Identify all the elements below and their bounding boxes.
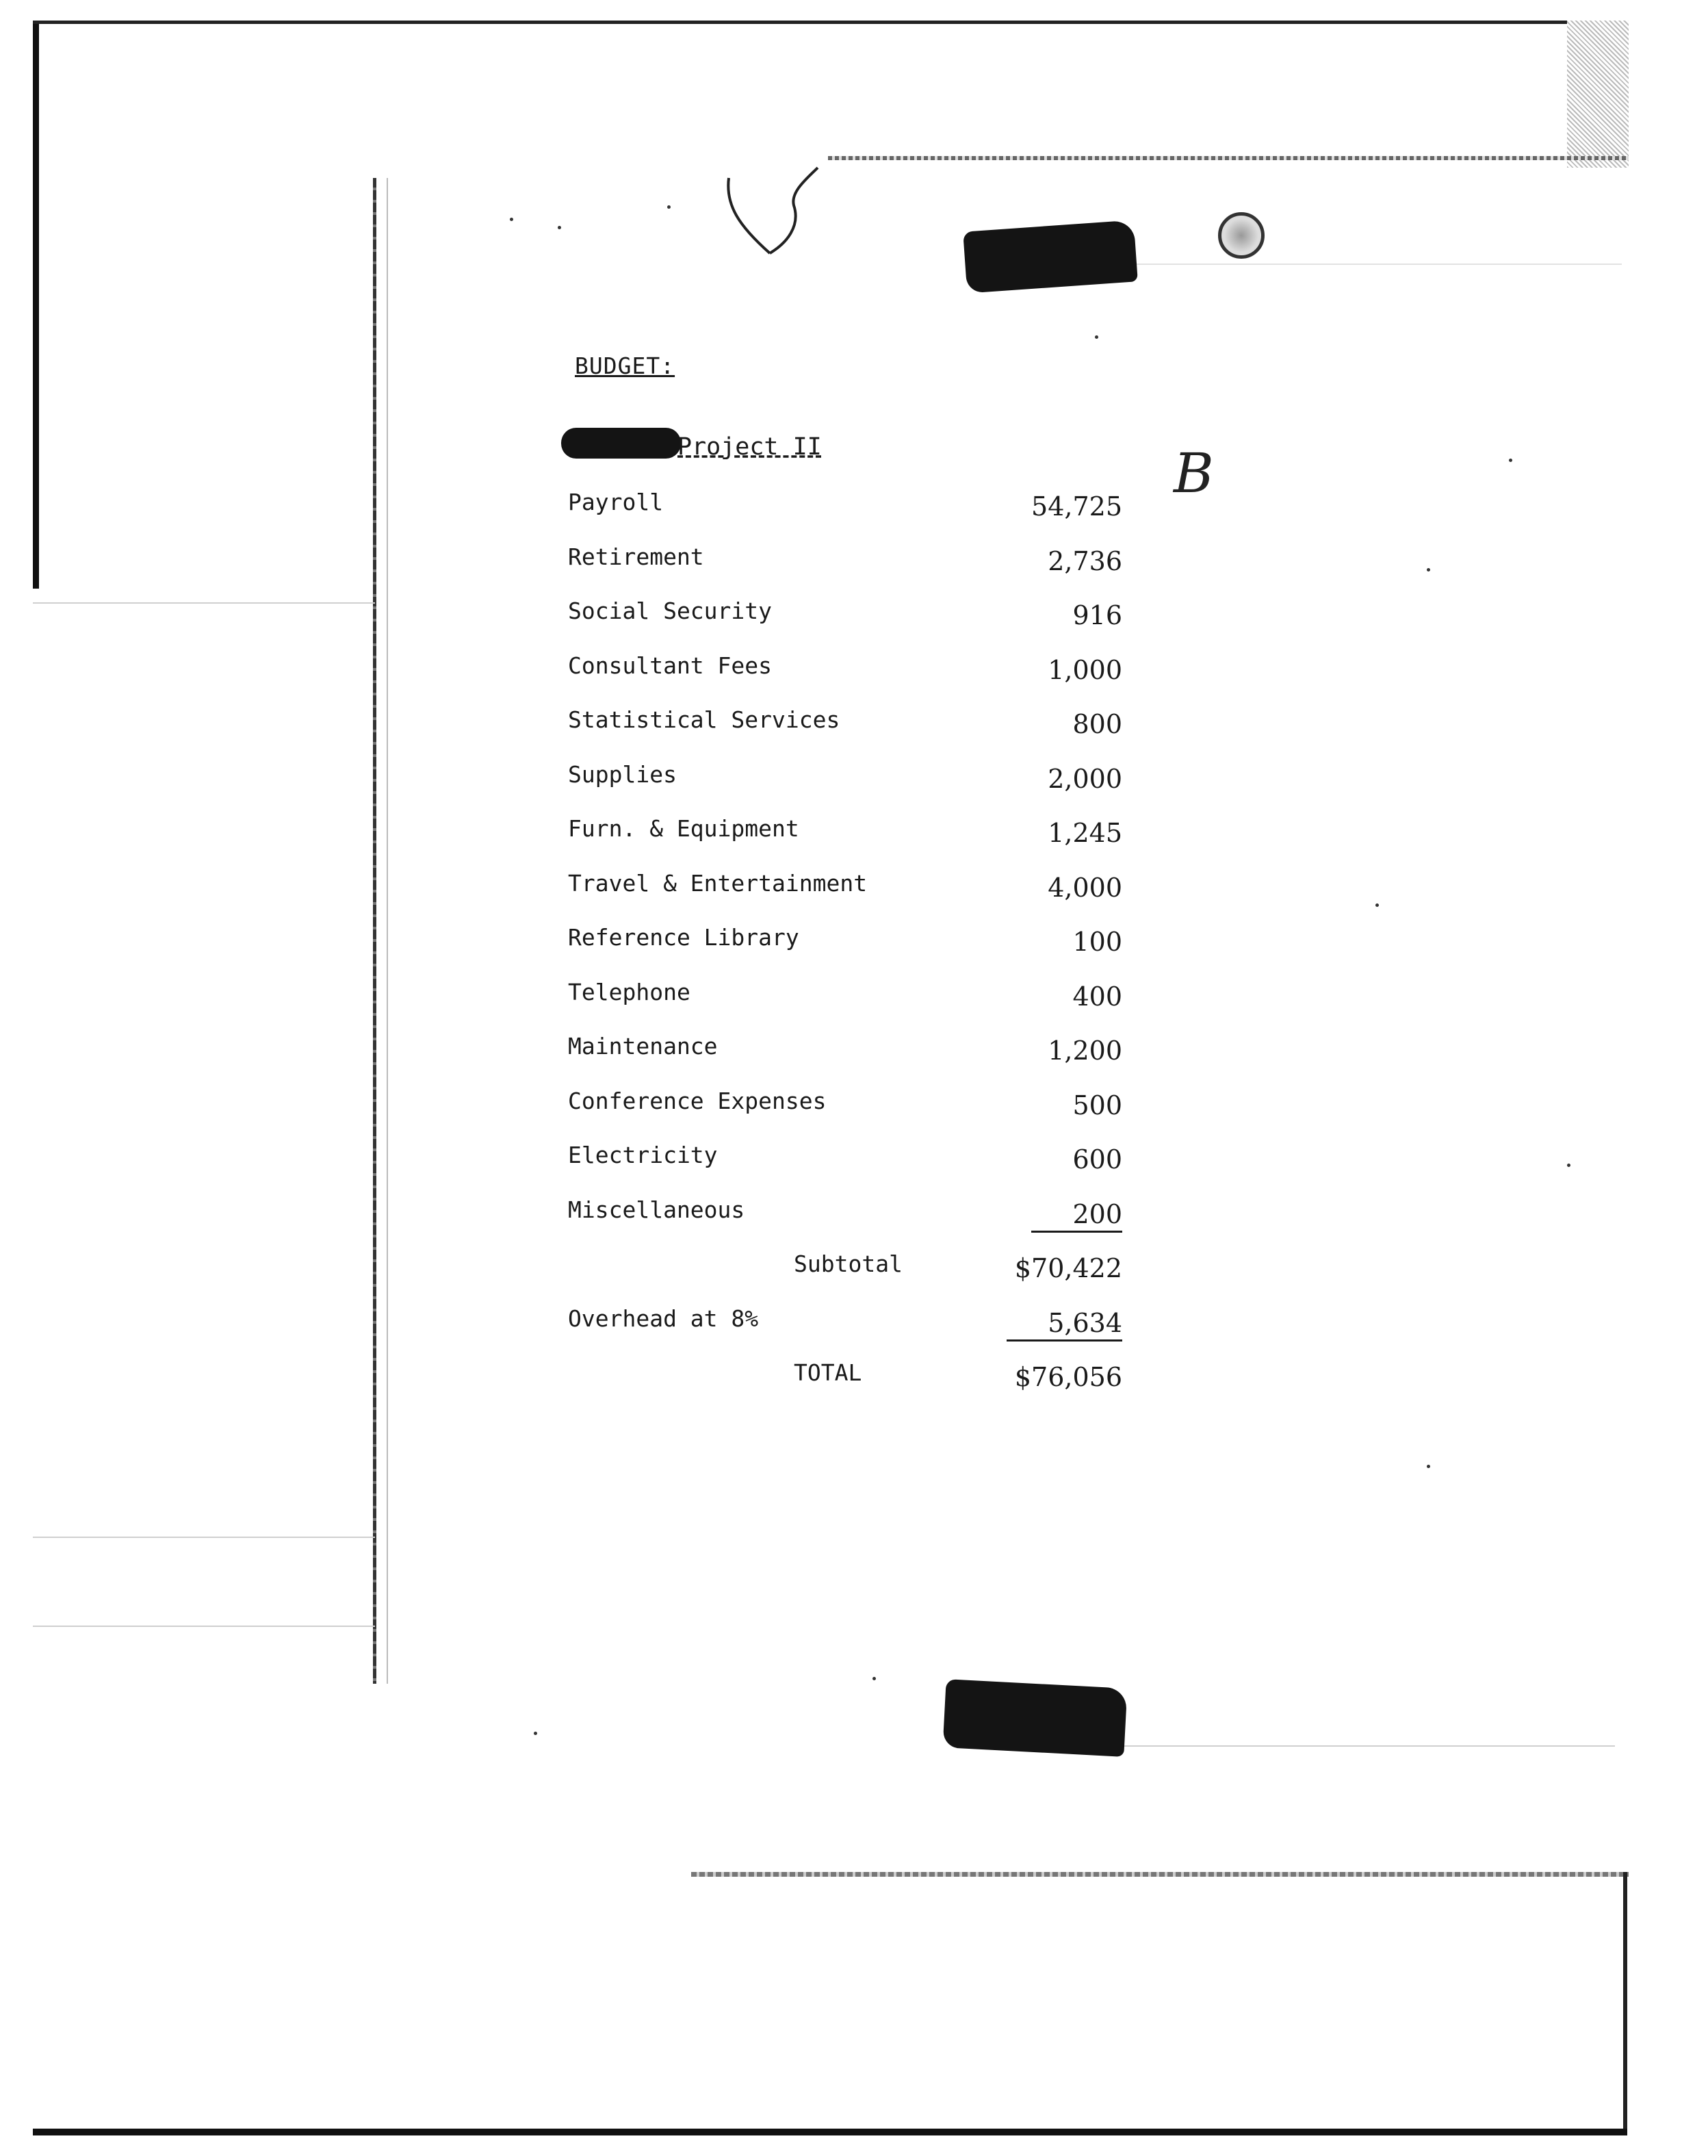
line-item-conference-expenses [561,1078,1122,1133]
line-item-label: Social Security [568,598,773,624]
line-item-payroll [561,479,1122,534]
scan-dither-artifact [1567,21,1629,168]
scan-frame-left [33,21,39,589]
line-item-furn-equipment [561,806,1122,860]
total-label: TOTAL [794,1359,862,1386]
circle-mark [1218,212,1265,259]
speck [667,205,671,209]
line-item-maintenance [561,1023,1122,1078]
line-item-amount: 1,200 [1048,1036,1122,1066]
speck [534,1732,537,1735]
line-item-consultant-fees [561,643,1122,697]
line-item-retirement [561,534,1122,589]
speck [872,1677,876,1680]
line-item-amount: 400 [1072,981,1122,1012]
line-item-amount: 916 [1072,600,1122,630]
budget-table [561,479,1122,1404]
overhead-row [561,1296,1122,1350]
line-item-amount: 1,245 [1048,818,1122,848]
line-item-amount: 100 [1072,927,1122,957]
speck [1567,1164,1570,1167]
budget-heading: BUDGET: [575,352,675,379]
project-title-text: Project II [677,433,822,461]
line-item-label: Conference Expenses [568,1087,827,1114]
line-item-amount: 4,000 [1048,872,1122,903]
speck [1427,568,1430,572]
speck [1427,1465,1430,1468]
faint-rule [1122,1745,1615,1747]
line-item-label: Electricity [568,1142,718,1168]
page-left-edge-shadow [387,178,388,1684]
faint-rule [1129,264,1622,265]
line-item-social-security [561,588,1122,643]
line-item-amount: 200 [1031,1199,1122,1233]
line-item-label: Statistical Services [568,706,840,733]
speck [1095,335,1098,339]
faint-rule [33,1626,375,1627]
speck [1509,459,1512,462]
page-bottom-edge [691,1872,1629,1877]
scan-frame-top [33,21,1627,24]
line-item-label: Payroll [568,489,664,515]
line-item-amount: 54,725 [1031,491,1122,522]
line-item-electricity [561,1132,1122,1187]
faint-rule [33,602,375,604]
overhead-label: Overhead at 8% [568,1305,759,1332]
line-item-amount: 600 [1072,1144,1122,1175]
line-item-statistical-services [561,697,1122,752]
subtotal-row [561,1241,1122,1296]
handwritten-mark: B [1174,441,1214,505]
page-top-edge [828,156,1629,160]
line-item-label: Retirement [568,543,704,570]
line-item-supplies [561,752,1122,806]
faint-rule [33,1537,375,1538]
line-item-amount: 2,736 [1048,546,1122,576]
line-item-amount: 1,000 [1048,654,1122,685]
line-item-label: Supplies [568,760,677,788]
line-item-miscellaneous [561,1187,1122,1242]
subtotal-label: Subtotal [794,1250,903,1277]
line-item-reference-library [561,914,1122,969]
checkmark-icon [719,164,828,281]
line-item-travel-entertainment [561,860,1122,915]
page-left-edge [373,178,376,1684]
line-item-telephone [561,969,1122,1024]
line-item-label: Reference Library [568,924,799,951]
subtotal-amount: $70,422 [1014,1253,1122,1283]
speck [558,226,561,229]
overhead-amount: 5,634 [1007,1308,1122,1342]
scan-frame-bottom [33,2129,1627,2135]
line-item-label: Furn. & Equipment [568,815,799,842]
scan-frame-right [1623,1872,1627,2132]
line-item-amount: 2,000 [1048,763,1122,794]
redaction-top [963,220,1138,293]
line-item-amount: 500 [1072,1090,1122,1120]
line-item-label: Consultant Fees [568,652,773,679]
line-item-label: Telephone [568,978,690,1005]
redaction-bottom [943,1679,1128,1757]
total-amount: $76,056 [1014,1362,1122,1392]
project-title [575,433,822,461]
line-item-label: Travel & Entertainment [568,869,868,897]
line-item-amount: 800 [1072,709,1122,739]
line-item-label: Maintenance [568,1033,718,1060]
total-row [561,1350,1122,1404]
speck [1375,903,1379,907]
speck [510,218,513,221]
line-item-label: Miscellaneous [568,1196,745,1223]
